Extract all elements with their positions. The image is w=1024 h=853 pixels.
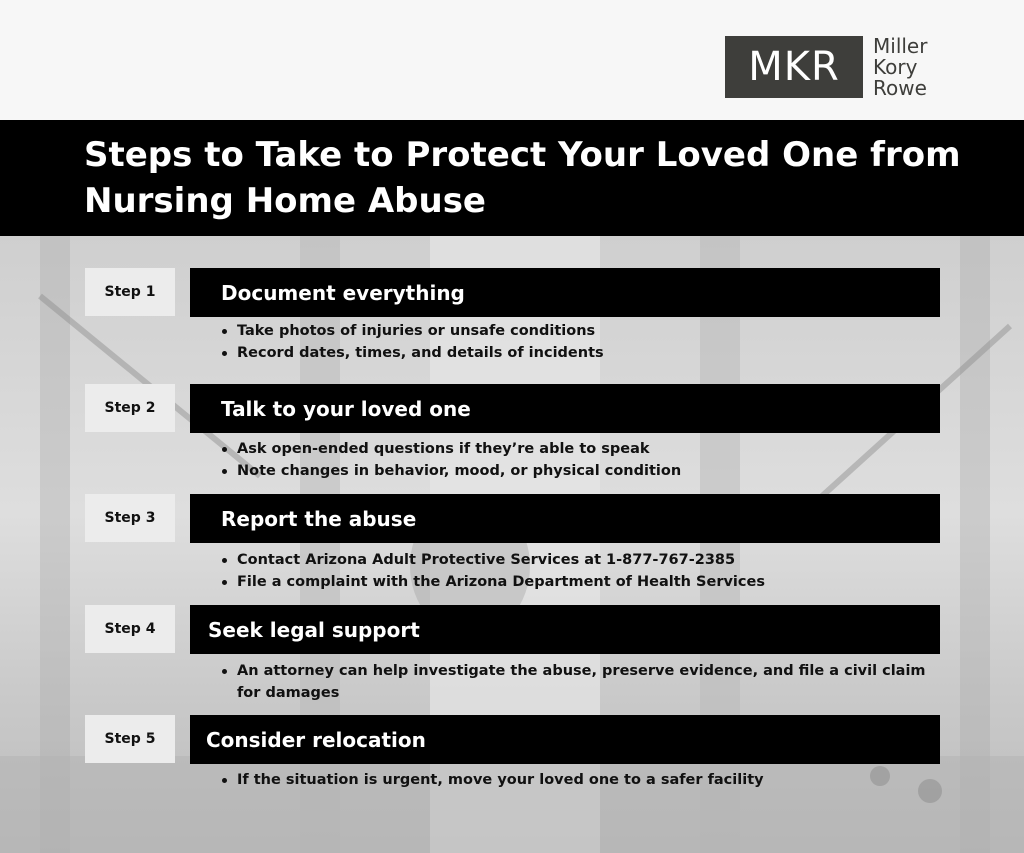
step-4-bullets [220, 660, 945, 704]
step-2-badge: Step 2 [85, 384, 175, 432]
list-item: Take photos of injuries or unsafe conditions [220, 320, 945, 342]
list-item: Ask open-ended questions if they’re able to speak [220, 438, 945, 460]
step-5-bullets [220, 769, 945, 791]
logo-word-miller: Miller [873, 33, 928, 58]
logo-word-kory: Kory [873, 54, 918, 79]
step-3-bullets [220, 549, 945, 593]
list-item: Note changes in behavior, mood, or physical condition [220, 460, 945, 482]
list-item: File a complaint with the Arizona Department of Health Services [220, 571, 945, 593]
step-4-badge: Step 4 [85, 605, 175, 653]
logo-mark: MKR [725, 36, 863, 98]
step-3-badge: Step 3 [85, 494, 175, 542]
step-2-heading: Talk to your loved one [190, 384, 940, 433]
list-item: Contact Arizona Adult Protective Services at 1-877-767-2385 [220, 549, 945, 571]
step-1-heading: Document everything [190, 268, 940, 317]
step-3-heading: Report the abuse [190, 494, 940, 543]
logo-words [873, 33, 928, 100]
step-4-heading: Seek legal support [190, 605, 940, 654]
step-1-bullets [220, 320, 945, 364]
company-logo [725, 33, 928, 100]
step-2-bullets [220, 438, 945, 482]
list-item: An attorney can help investigate the abuse, preserve evidence, and file a civil claim for damages [220, 660, 945, 704]
list-item: If the situation is urgent, move your loved one to a safer facility [220, 769, 945, 791]
step-5-heading: Consider relocation [190, 715, 940, 764]
step-5-badge: Step 5 [85, 715, 175, 763]
page-title: Steps to Take to Protect Your Loved One from Nursing Home Abuse [84, 135, 961, 221]
step-1-badge: Step 1 [85, 268, 175, 316]
list-item: Record dates, times, and details of incidents [220, 342, 945, 364]
logo-word-rowe: Rowe [873, 75, 927, 100]
